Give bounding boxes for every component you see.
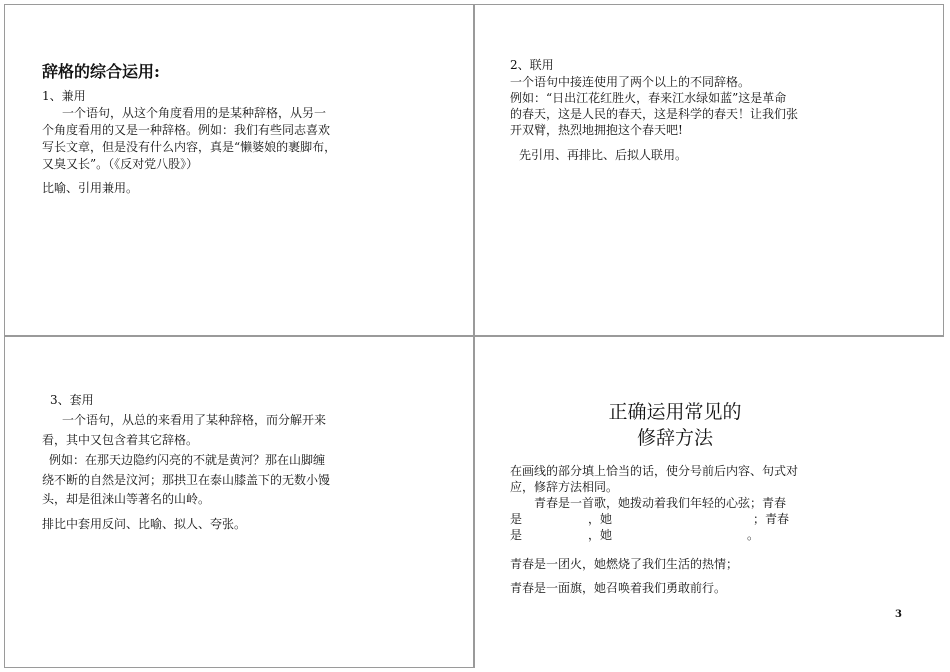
slide-4-instruction: 应，修辞方法相同。: [510, 480, 619, 494]
slide-1-subhead: 1、兼用: [42, 89, 86, 103]
slide-1-heading: 辞格的综合运用:: [42, 62, 160, 81]
blank-row-2-start: 是: [510, 528, 523, 542]
slide-2-note: 先引用、再排比、后拟人联用。: [519, 148, 688, 162]
slide-3-line: 头，却是徂涞山等著名的山岭。: [42, 492, 211, 506]
slide-4-example: 青春是一首歌，她拨动着我们年轻的心弦；青春: [534, 496, 787, 510]
slide-4-title-line-2: 修辞方法: [636, 427, 713, 449]
blank-row-2-end: 。: [747, 528, 760, 542]
slide-3-note: 排比中套用反问、比喻、拟人、夸张。: [42, 517, 247, 531]
slide-2: [474, 4, 944, 336]
slide-2-line: 开双臂，热烈地拥抱这个春天吧!: [510, 123, 683, 137]
slide-1-line: 写长文章，但是没有什么内容，真是“懒婆娘的裹脚布，: [42, 140, 337, 154]
slide-4: [474, 336, 944, 668]
slide-1: [4, 4, 474, 336]
slide-1-line: 个角度看用的又是一种辞格。例如：我们有些同志喜欢: [42, 123, 331, 137]
slide-2-line: 一个语句中接连使用了两个以上的不同辞格。: [510, 75, 751, 89]
slide-1-note: 比喻、引用兼用。: [42, 181, 139, 195]
slide-1-line: 又臭又长”。（《反对党八股》）: [42, 157, 199, 171]
slide-4-title-line-1: 正确运用常见的: [608, 401, 742, 423]
slide-2-line: 的春天，这是人民的春天，这是科学的春天！让我们张: [510, 107, 799, 121]
blank-row-1-start: 是: [510, 512, 523, 526]
slide-3-subhead: 3、套用: [50, 393, 94, 407]
slide-3-line: 例如：在那天边隐约闪亮的不就是黄河？那在山脚缠: [49, 453, 326, 467]
page-number: 3: [895, 609, 902, 620]
slide-2-subhead: 2、联用: [510, 58, 554, 72]
slide-1-line: 一个语句，从这个角度看用的是某种辞格，从另一: [62, 106, 327, 120]
blank-row-2-mid: ，她: [588, 528, 613, 542]
slide-3-line: 绕不断的自然是汶河；那拱卫在泰山膝盖下的无数小馒: [42, 473, 331, 487]
blank-row-1-end: ；青春: [753, 512, 790, 526]
slide-4-instruction: 在画线的部分填上恰当的话，使分号前后内容、句式对: [510, 464, 799, 478]
slide-4-answer: 青春是一团火，她燃烧了我们生活的热情；: [510, 557, 739, 571]
slide-4-answer: 青春是一面旗，她召唤着我们勇敢前行。: [510, 581, 727, 595]
slide-3-line: 一个语句，从总的来看用了某种辞格，而分解开来: [62, 413, 327, 427]
slide-2-line: 例如：“日出江花红胜火，春来江水绿如蓝”这是革命: [510, 91, 787, 105]
slide-3: [4, 336, 474, 668]
slide-3-line: 看，其中又包含着其它辞格。: [42, 433, 199, 447]
blank-row-1-mid: ，她: [588, 512, 613, 526]
